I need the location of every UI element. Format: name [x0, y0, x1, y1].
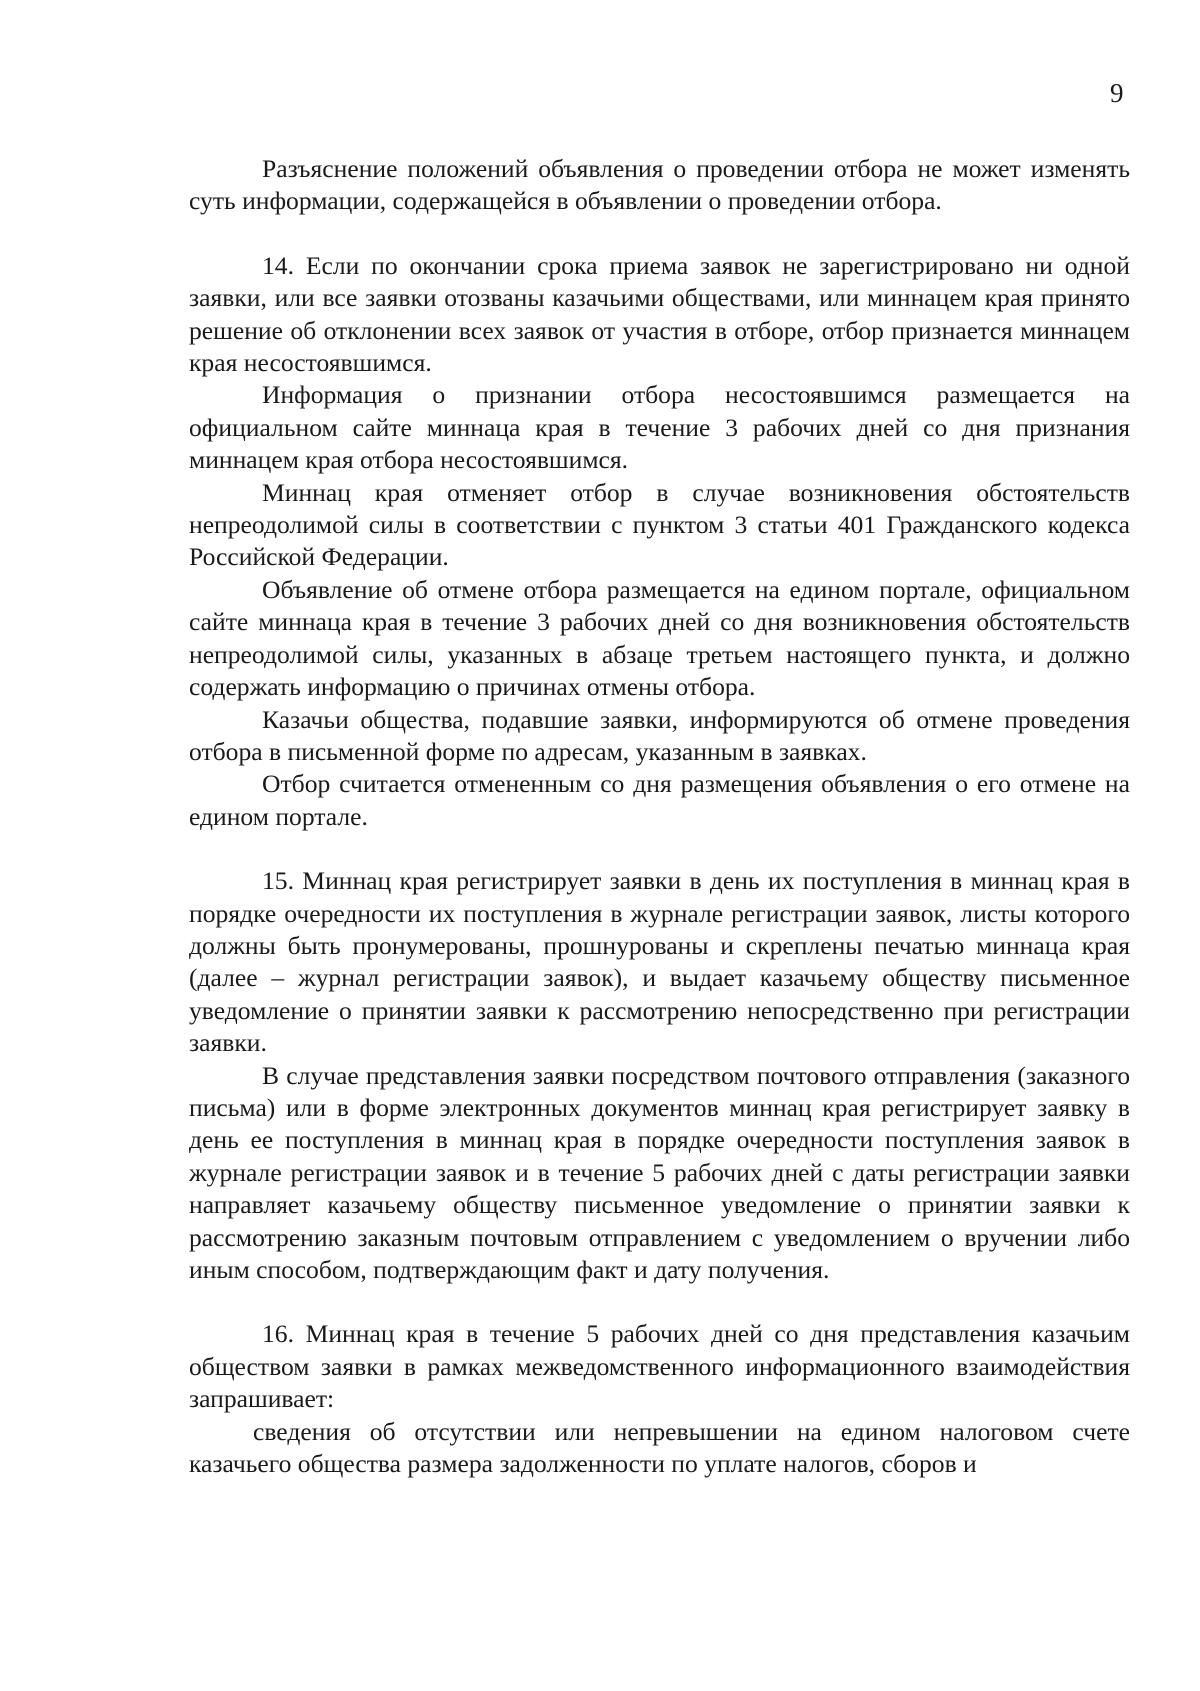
paragraph-selection-cancellation: Миннац края отменяет отбор в случае возникновения обстоятельств непреодолимой силы в соответствии с пунктом 3 статьи 401 Гражданского кодекса Российской Федерации.	[189, 477, 1130, 572]
paragraph-clarification: Разъяснение положений объявления о проведении отбора не может изменять суть информации, содержащейся в объявлении о проведении отбора.	[189, 154, 1130, 216]
paragraph-item-16: 16. Миннац края в течение 5 рабочих дней со дня представления казачьим обществом заявки в рамках межведомственного информационного взаимодействия запрашивает:	[189, 1319, 1130, 1414]
paragraph-item-14: 14. Если по окончании срока приема заявок не зарегистрировано ни одной заявки, или все заявки отозваны казачьими обществами, или миннацем края принято решение об отклонении всех заявок от участия в отборе, отбор признается миннацем края несостоявшимся.	[189, 250, 1130, 378]
paragraph-tax-info: сведения об отсутствии или непревышении на едином налоговом счете казачьего общества размера задолженности по уплате налогов, сборов и	[189, 1416, 1130, 1479]
paragraph-societies-notification: Казачьи общества, подавшие заявки, информируются об отмене проведения отбора в письменной форме по адресам, указанным в заявках.	[189, 704, 1130, 766]
page-number: 9	[1110, 78, 1124, 108]
paragraph-cancellation-effective: Отбор считается отмененным со дня размещения объявления о его отмене на едином портале.	[189, 769, 1130, 831]
paragraph-postal-submission: В случае представления заявки посредством почтового отправления (заказного письма) или в форме электронных документов миннац края регистрирует заявку в день ее поступления в миннац края в порядке очередности поступления заявок в журнале регистрации заявок и в течение 5 рабочих дней с даты регистрации заявки направляет казачьему обществу письменное уведомление о принятии заявки к рассмотрению заказным почтовым отправлением с уведомлением о вручении либо иным способом, подтверждающим факт и дату получения.	[189, 1060, 1130, 1284]
document-body	[189, 153, 1130, 1480]
paragraph-failed-selection-info: Информация о признании отбора несостоявшимся размещается на официальном сайте миннаца края в течение 3 рабочих дней со дня признания миннацем края отбора несостоявшимся.	[189, 380, 1130, 475]
paragraph-cancellation-announcement: Объявление об отмене отбора размещается на едином портале, официальном сайте миннаца края в течение 3 рабочих дней со дня возникновения обстоятельств непреодолимой силы, указанных в абзаце третьем настоящего пункта, и должно содержать информацию о причинах отмены отбора.	[189, 574, 1130, 702]
paragraph-item-15: 15. Миннац края регистрирует заявки в день их поступления в миннац края в порядке очередности их поступления в журнале регистрации заявок, листы которого должны быть пронумерованы, прошнурованы и скреплены печатью миннаца края (далее – журнал регистрации заявок), и выдает казачьему обществу письменное уведомление о принятии заявки к рассмотрению непосредственно при регистрации заявки.	[189, 866, 1130, 1058]
